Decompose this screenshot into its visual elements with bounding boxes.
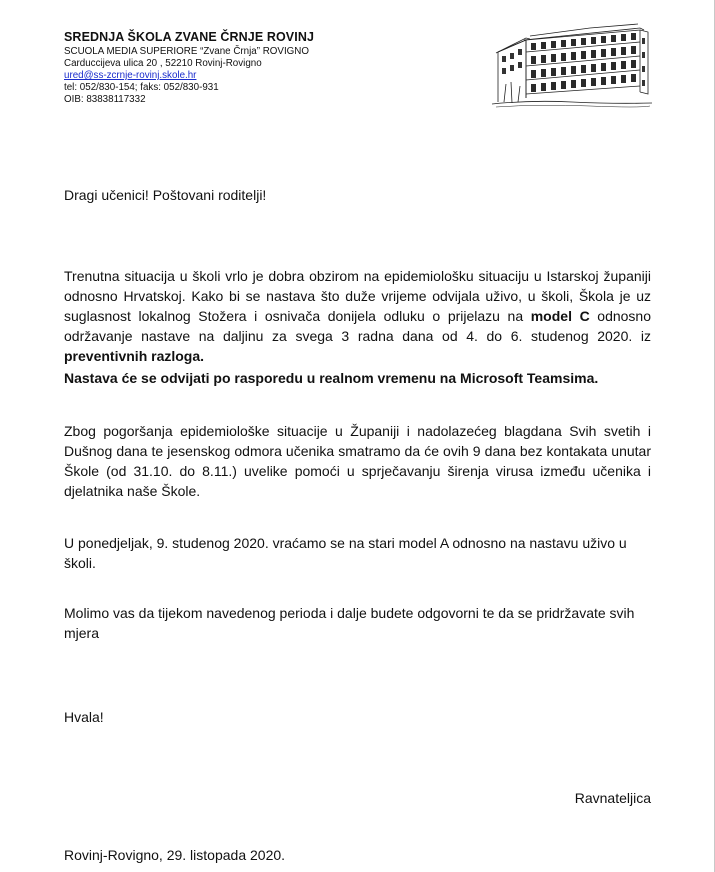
letter-thanks: Hvala! [64, 709, 104, 725]
paragraph-return-model-a: U ponedjeljak, 9. studenog 2020. vraćamo se na stari model A odnosno na nastavu uživo u školi. [64, 535, 627, 571]
school-name: SREDNJA ŠKOLA ZVANE ČRNJE ROVINJ [64, 30, 314, 44]
paragraph-epidemiological-situation: Zbog pogoršanja epidemiološke situacije u Županiji i nadolazećeg blagdana Svih svetih i Dušnog dana te jesenskog odmora učenika smatramo da će ovih 9 dana bez kontakata unutar Škole (od 31.10. do 8.11.) uvelike pomoći u sprječavanju širenja virusa između učenika i djelatnika naše Škole. [64, 423, 651, 499]
school-email-link[interactable]: ured@ss-zcrnje-rovinj.skole.hr [64, 70, 197, 81]
school-phone: tel: 052/830-154; faks: 052/830-931 [64, 82, 219, 93]
place-and-date: Rovinj-Rovigno, 29. listopada 2020. [64, 847, 286, 863]
paragraph-model-c-text-2: odnosno održavanje nastave na daljinu za svega 3 radna dana od 4. do 6. studenog 2020. iz [64, 308, 652, 344]
model-c-emphasis: model C [530, 308, 590, 324]
school-name-italian: SCUOLA MEDIA SUPERIORE “Zvane Črnja” ROVIGNO [64, 46, 309, 57]
preventive-reasons-emphasis: preventivnih razloga. [64, 348, 205, 364]
paragraph-teams-schedule: Nastava će se odvijati po rasporedu u realnom vremenu na Microsoft Teamsima. [64, 370, 599, 386]
paragraph-responsibility: Molimo vas da tijekom navedenog perioda i dalje budete odgovorni te da se pridržavate svih mjera [64, 605, 635, 641]
letterhead [64, 30, 394, 106]
paragraph-model-c [64, 266, 651, 366]
signature-title: Ravnateljica [574, 790, 651, 806]
school-oib: OIB: 83838117332 [64, 94, 146, 105]
school-building-drawing [490, 22, 654, 108]
paragraph-model-c-text-1: Trenutna situacija u školi vrlo je dobra obzirom na epidemiološku situaciju u Istarskoj županiji odnosno Hrvatskoj. Kako bi se nastava što duže vrijeme odvijala uživo, u školi, Škola je uz suglasnost lokalnog Stožera i osnivača donijela odluku o prijelazu na [64, 268, 651, 324]
letter-greeting: Dragi učenici! Poštovani roditelji! [64, 187, 267, 203]
school-address: Carduccijeva ulica 20 , 52210 Rovinj-Rovigno [64, 58, 262, 69]
